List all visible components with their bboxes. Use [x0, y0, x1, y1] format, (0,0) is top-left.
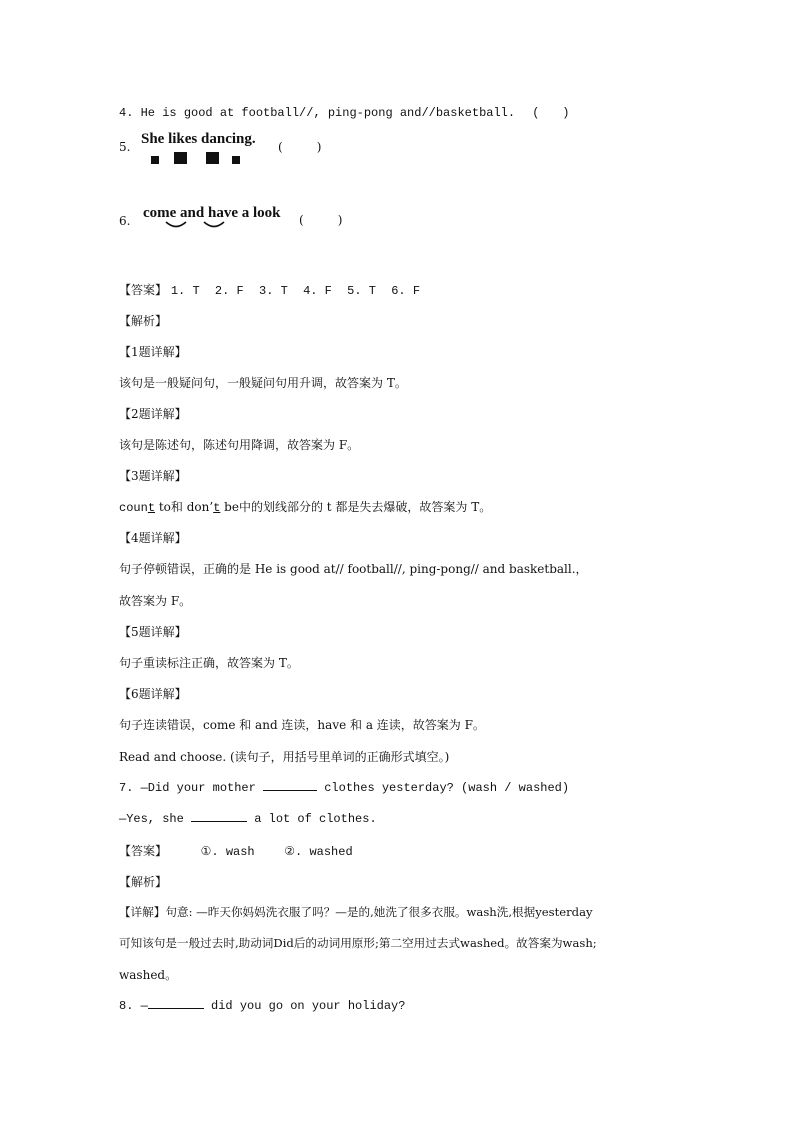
fill-blank[interactable] — [263, 780, 317, 791]
answer-paren: ( ) — [278, 140, 322, 154]
question-number: 4. — [119, 106, 134, 120]
detail-7-line3: washed。 — [119, 968, 178, 982]
strong-stress-mark — [174, 152, 187, 164]
answer-line — [119, 281, 420, 298]
section-instruction: Read and choose. (读句子，用括号里单词的正确形式填空。) — [119, 750, 450, 764]
detail-7-line1: 【详解】句意: —昨天你妈妈洗衣服了吗？—是的,她洗了很多衣服。wash洗,根据yesterday — [119, 905, 593, 919]
answer-item: 4. F — [303, 284, 332, 298]
answer-paren: ( ) — [532, 106, 570, 120]
detail-6-text: 句子连读错误，come 和 and 连读，have 和 a 连读，故答案为 F。 — [119, 718, 485, 732]
detail-7-line2: 可知该句是一般过去时,助动词Did后的动词用原形;第二空用过去式washed。故答案为wash; — [119, 936, 597, 950]
answer-item: ②. washed — [284, 845, 353, 859]
detail-3-text: count to和 don’t be中的划线部分的 t 都是失去爆破，故答案为 T。 — [119, 500, 492, 515]
detail-5-label: 【5题详解】 — [119, 625, 187, 639]
answer-item: ①. wash — [200, 845, 255, 859]
detail-1-text: 该句是一般疑问句，一般疑问句用升调，故答案为 T。 — [119, 376, 407, 390]
liaison-marks — [164, 219, 234, 231]
liaison-arc — [204, 222, 224, 227]
underlined-letter: t — [213, 501, 221, 515]
question-number: 7. — [119, 781, 134, 795]
question-number: 8. — [119, 999, 134, 1013]
question-8: 8. — did you go on your holiday? — [119, 999, 406, 1013]
question-4 — [119, 106, 592, 120]
answer-item: 1. T — [170, 284, 200, 298]
question-5-text: She likes dancing. — [141, 131, 256, 147]
detail-3-label: 【3题详解】 — [119, 469, 187, 483]
detail-label: 【详解】 — [119, 905, 166, 919]
detail-6-label: 【6题详解】 — [119, 687, 187, 701]
detail-4-label: 【4题详解】 — [119, 531, 187, 545]
fill-blank[interactable] — [148, 998, 204, 1009]
answer-item: 2. F — [214, 284, 244, 298]
detail-4-line2: 故答案为 F。 — [119, 594, 192, 608]
liaison-arc — [166, 222, 186, 227]
answer-label: 【答案】 — [119, 844, 168, 858]
answer-line-2 — [119, 842, 353, 859]
analysis-label-2: 【解析】 — [119, 875, 168, 889]
question-7-reply: —Yes, she a lot of clothes. — [119, 812, 377, 826]
answer-item: 6. F — [391, 284, 421, 298]
question-6-text: come and have a look — [143, 205, 281, 221]
strong-stress-mark — [206, 152, 219, 164]
answer-paren: ( ) — [299, 213, 343, 227]
underlined-letter: t — [147, 501, 156, 515]
detail-2-label: 【2题详解】 — [119, 407, 187, 421]
question-6-number: 6. — [119, 214, 131, 228]
detail-4-line1: 句子停顿错误，正确的是 He is good at// football//, ping-pong// and basketball.， — [119, 562, 588, 576]
detail-1-label: 【1题详解】 — [119, 345, 187, 359]
question-5-number: 5. — [119, 140, 131, 154]
question-7: 7. —Did your mother clothes yesterday? (wash / washed) — [119, 781, 570, 795]
detail-5-text: 句子重读标注正确，故答案为 T。 — [119, 656, 299, 670]
answer-item: 5. T — [347, 284, 376, 298]
fill-blank[interactable] — [191, 811, 247, 822]
weak-stress-mark — [232, 156, 240, 164]
answer-item: 3. T — [259, 284, 288, 298]
answer-label: 【答案】 — [119, 283, 168, 297]
question-text: He is good at football//, ping-pong and//basketball. — [140, 106, 516, 120]
detail-2-text: 该句是陈述句，陈述句用降调，故答案为 F。 — [119, 438, 360, 452]
analysis-label: 【解析】 — [119, 314, 168, 328]
weak-stress-mark — [151, 156, 159, 164]
